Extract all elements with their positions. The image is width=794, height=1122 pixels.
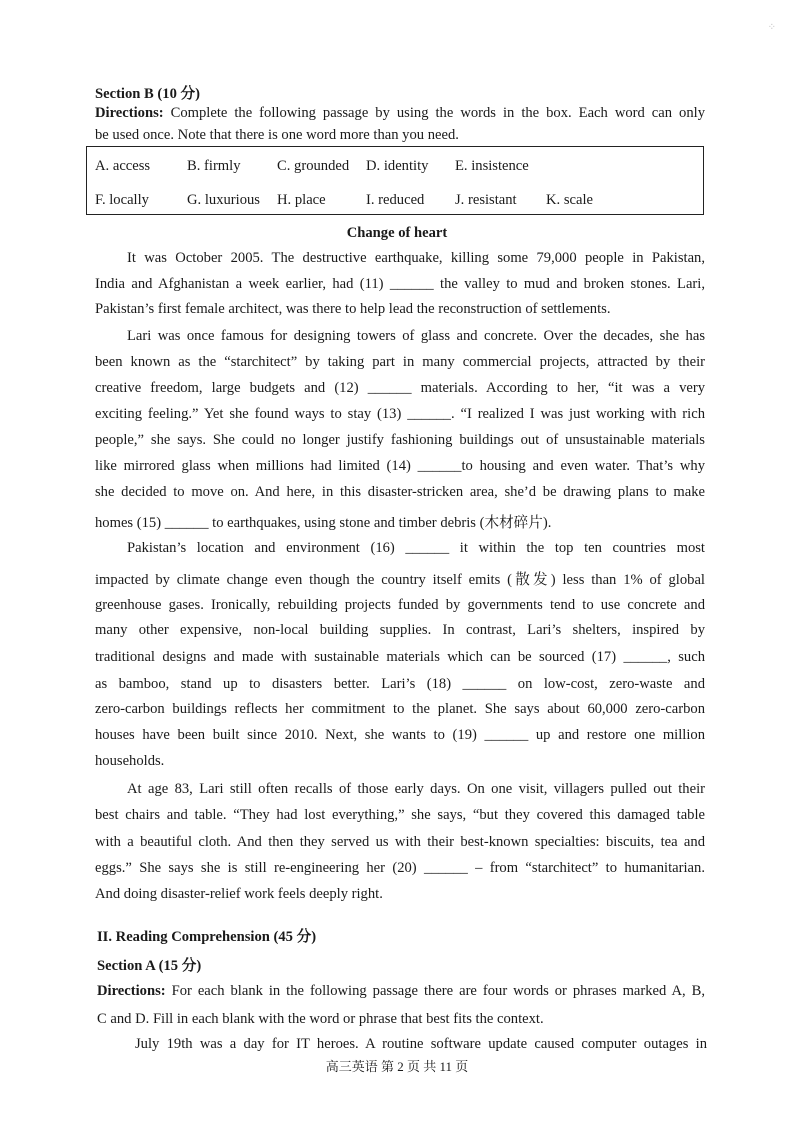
corner-mark: ⁘ — [767, 22, 776, 33]
word-option: D. identity — [366, 158, 429, 174]
passage-line: many other expensive, non-local building supplies. In contrast, Lari’s shelters, inspired by — [95, 622, 705, 638]
page-footer: 高三英语 第 2 页 共 11 页 — [325, 1059, 469, 1074]
passage-line: exciting feeling.” Yet she found ways to stay (13) ______. “I realized I was just working with rich — [95, 406, 705, 422]
word-box — [86, 146, 704, 215]
passage-line: like mirrored glass when millions had limited (14) ______to housing and even water. That’s why — [95, 458, 705, 474]
passage-line: she decided to move on. And here, in this disaster-stricken area, she’d be drawing plans to make — [95, 484, 705, 500]
word-option: F. locally — [95, 192, 149, 208]
section-a-heading: Section A (15 分) — [97, 958, 202, 974]
section-b-directions-line2: be used once. Note that there is one word more than you need. — [95, 127, 459, 143]
passage-line: And doing disaster-relief work feels deeply right. — [95, 886, 383, 902]
section-b-directions-line1 — [95, 105, 705, 122]
passage-line: impacted by climate change even though the country itself emits (散发) less than 1% of global — [95, 572, 705, 588]
directions-text: Complete the following passage by using the words in the box. Each word can only — [163, 105, 705, 121]
passage-title: Change of heart — [346, 225, 448, 241]
passage-line: greenhouse gases. Ironically, rebuilding projects funded by governments tend to use concrete and — [95, 597, 705, 613]
part2-heading: II. Reading Comprehension (45 分) — [97, 929, 317, 945]
passage-line: been known as the “starchitect” by taking part in many commercial projects, attracted by their — [95, 354, 705, 370]
word-option: C. grounded — [277, 158, 350, 174]
passage-line: It was October 2005. The destructive earthquake, killing some 79,000 people in Pakistan, — [127, 250, 705, 266]
passage-line: zero-carbon buildings reflects her commitment to the planet. She says about 60,000 zero-carbon — [95, 701, 705, 717]
directions-text: For each blank in the following passage there are four words or phrases marked A, B, — [165, 983, 705, 999]
word-option: K. scale — [546, 192, 594, 208]
passage-line: eggs.” She says she is still re-engineering her (20) ______ – from “starchitect” to humanitarian. — [95, 860, 705, 876]
word-option: H. place — [277, 192, 326, 208]
passage-line: Pakistan’s first female architect, was there to help lead the reconstruction of settlements. — [95, 301, 611, 317]
word-option: A. access — [95, 158, 151, 174]
directions-label: Directions: — [95, 105, 164, 121]
word-option: J. resistant — [455, 192, 517, 208]
passage-line: homes (15) ______ to earthquakes, using stone and timber debris (木材碎片). — [95, 515, 552, 531]
passage-line: with a beautiful cloth. And then they served us with their best-known specialties: biscuits, tea and — [95, 834, 705, 850]
passage-line: traditional designs and made with sustainable materials which can be sourced (17) ______, such — [95, 649, 705, 665]
directions-label: Directions: — [97, 983, 166, 999]
passage-line: Pakistan’s location and environment (16) ______ it within the top ten countries most — [127, 540, 705, 556]
section-a-directions-line1 — [97, 983, 705, 1000]
passage-line: as bamboo, stand up to disasters better. Lari’s (18) ______ on low-cost, zero-waste and — [95, 676, 705, 692]
section-a-directions-line2: C and D. Fill in each blank with the word or phrase that best fits the context. — [97, 1011, 544, 1027]
word-option: B. firmly — [187, 158, 241, 174]
passage-line: July 19th was a day for IT heroes. A routine software update caused computer outages in — [135, 1036, 707, 1052]
passage-line: At age 83, Lari still often recalls of those early days. On one visit, villagers pulled out their — [127, 781, 705, 797]
passage-line: households. — [95, 753, 165, 769]
word-option: G. luxurious — [187, 192, 260, 208]
word-option: E. insistence — [455, 158, 529, 174]
section-b-heading: Section B (10 分) — [95, 86, 200, 102]
passage-line: houses have been built since 2010. Next, she wants to (19) ______ up and restore one million — [95, 727, 705, 743]
passage-line: creative freedom, large budgets and (12) ______ materials. According to her, “it was a very — [95, 380, 705, 396]
passage-line: India and Afghanistan a week earlier, had (11) ______ the valley to mud and broken stones. Lari, — [95, 276, 705, 292]
passage-line: people,” she says. She could no longer justify fashioning buildings out of unsustainable materials — [95, 432, 705, 448]
word-option: I. reduced — [366, 192, 425, 208]
passage-line: best chairs and table. “They had lost everything,” she says, “but they covered this damaged table — [95, 807, 705, 823]
passage-line: Lari was once famous for designing towers of glass and concrete. Over the decades, she has — [127, 328, 705, 344]
